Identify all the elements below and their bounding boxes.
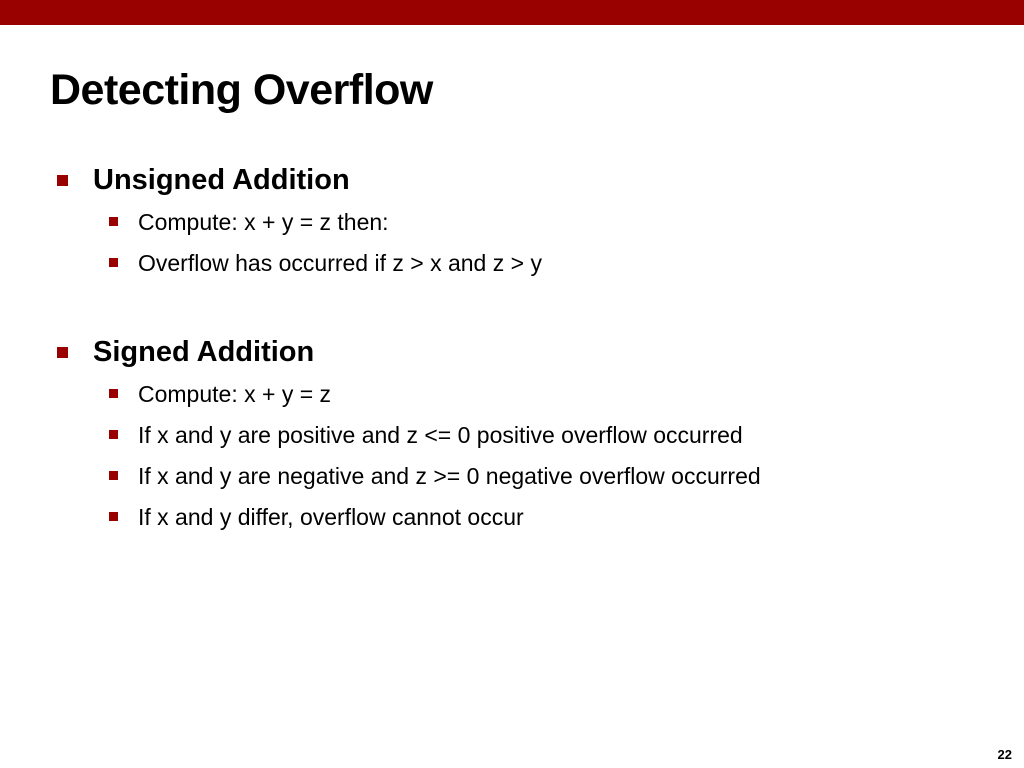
list-item-text: If x and y differ, overflow cannot occur bbox=[138, 504, 524, 530]
list-item-text: If x and y are negative and z >= 0 negative overflow occurred bbox=[138, 463, 761, 489]
square-bullet-icon bbox=[109, 430, 118, 439]
square-bullet-icon bbox=[109, 258, 118, 267]
section-title: Signed Addition bbox=[93, 336, 315, 368]
list-item-text: Overflow has occurred if z > x and z > y bbox=[138, 250, 542, 276]
square-bullet-icon bbox=[109, 217, 118, 226]
section-title: Unsigned Addition bbox=[93, 164, 350, 196]
square-bullet-icon bbox=[57, 347, 68, 358]
square-bullet-icon bbox=[109, 389, 118, 398]
square-bullet-icon bbox=[109, 512, 118, 521]
square-bullet-icon bbox=[109, 471, 118, 480]
page-number: 22 bbox=[997, 747, 1012, 762]
header-accent-bar bbox=[0, 0, 1024, 25]
square-bullet-icon bbox=[57, 175, 68, 186]
list-item-text: Compute: x + y = z bbox=[138, 381, 332, 407]
list-item-text: If x and y are positive and z <= 0 positive overflow occurred bbox=[138, 422, 743, 448]
slide-title: Detecting Overflow bbox=[50, 66, 433, 114]
list-item-text: Compute: x + y = z then: bbox=[138, 209, 389, 235]
